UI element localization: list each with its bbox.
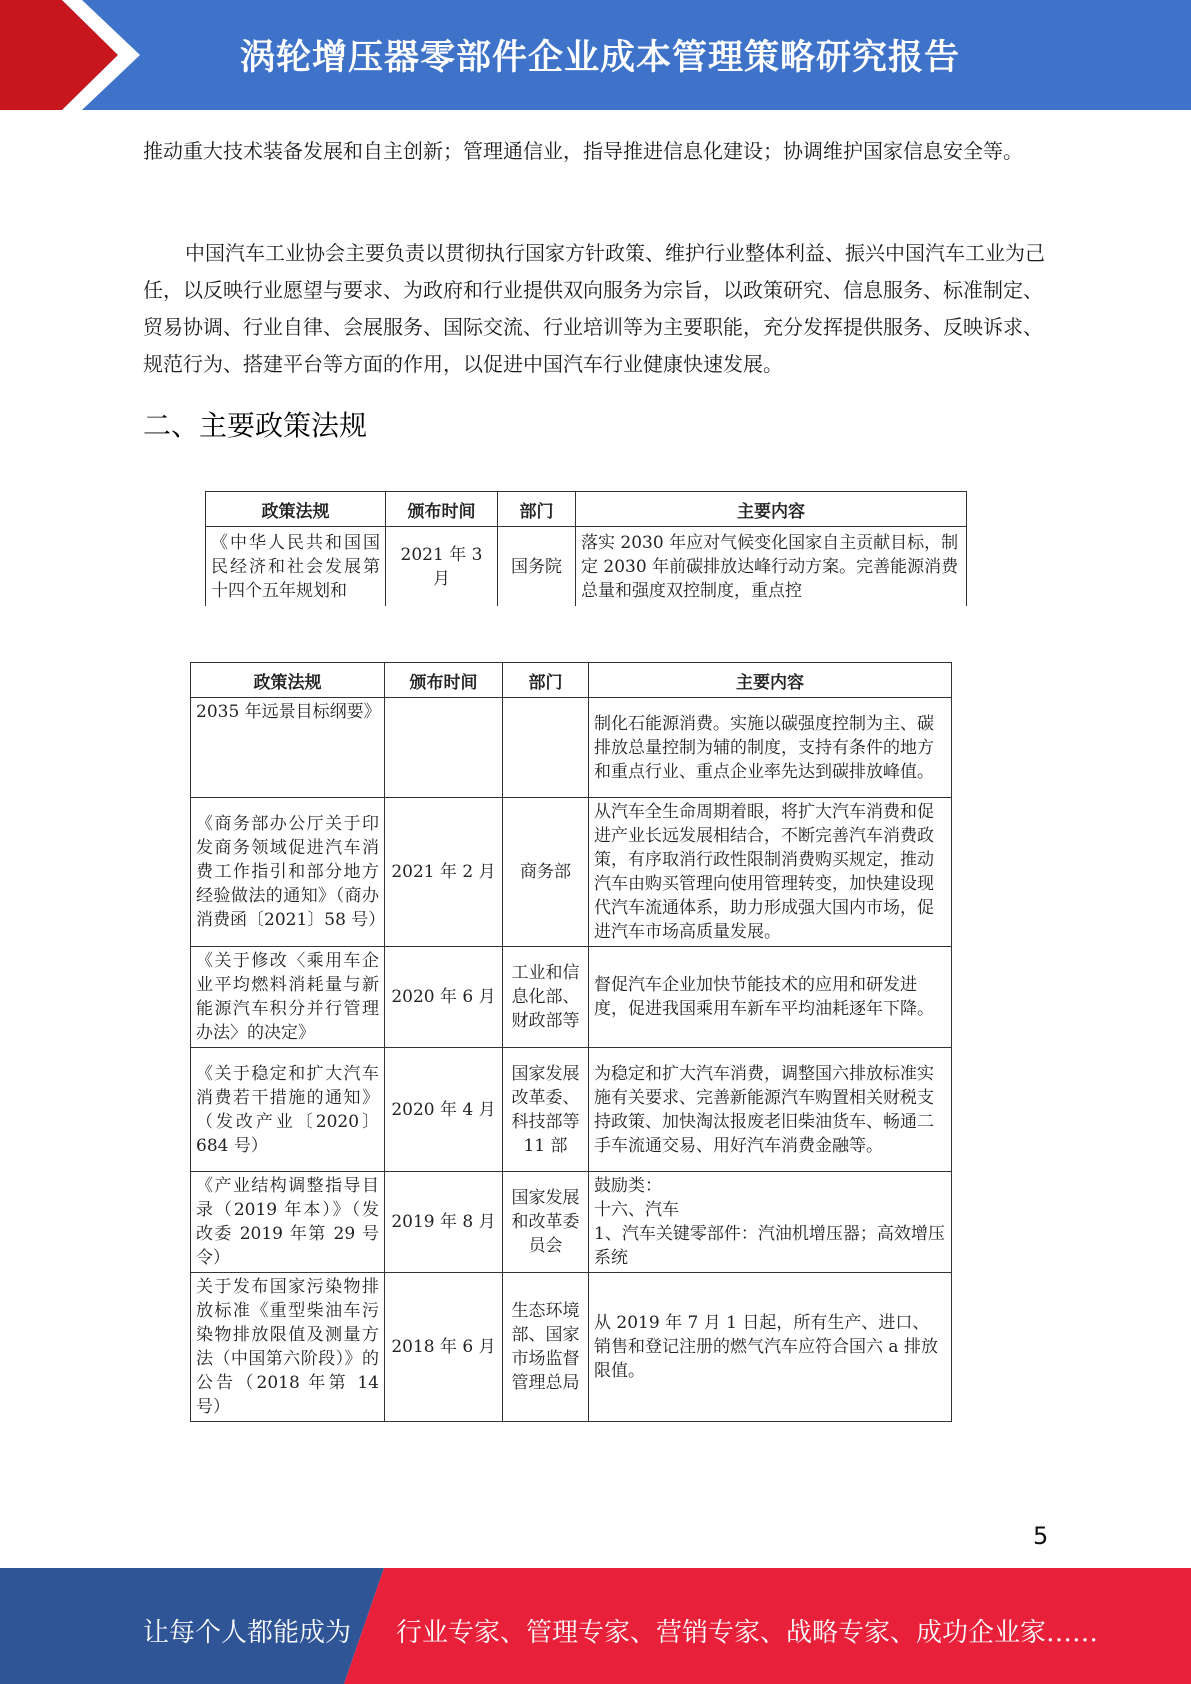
policy-dept: 商务部 (503, 798, 589, 947)
table-row (191, 698, 952, 798)
policy-content: 制化石能源消费。实施以碳强度控制为主、碳排放总量控制为辅的制度，支持有条件的地方和重点行业、重点企业率先达到碳排放峰值。 (589, 698, 952, 798)
policy-name: 《中华人民共和国国民经济和社会发展第十四个五年规划和 (206, 527, 386, 607)
policy-content: 为稳定和扩大汽车消费，调整国六排放标准实施有关要求、完善新能源汽车购置相关财税支持政策、加快淘汰报废老旧柴油货车、畅通二手车流通交易、用好汽车消费金融等。 (589, 1048, 952, 1172)
header-content: 主要内容 (576, 492, 967, 527)
policy-date: 2021 年 3 月 (386, 527, 498, 607)
header-date: 颁布时间 (386, 492, 498, 527)
policy-table-2 (190, 662, 952, 1422)
table-row (206, 527, 967, 607)
policy-content: 落实 2030 年应对气候变化国家自主贡献目标，制定 2030 年前碳排放达峰行动方案。完善能源消费总量和强度双控制度，重点控 (576, 527, 967, 607)
policy-dept: 国务院 (498, 527, 576, 607)
policy-dept: 国家发展改革委、科技部等 11 部 (503, 1048, 589, 1172)
header-dept: 部门 (498, 492, 576, 527)
header-policy: 政策法规 (191, 663, 385, 698)
policy-date: 2020 年 6 月 (385, 947, 503, 1048)
policy-date: 2018 年 6 月 (385, 1273, 503, 1422)
policy-name: 《关于修改〈乘用车企业平均燃料消耗量与新能源汽车积分并行管理办法〉的决定》 (191, 947, 385, 1048)
policy-dept: 国家发展和改革委员会 (503, 1172, 589, 1273)
policy-dept: 工业和信息化部、财政部等 (503, 947, 589, 1048)
policy-dept: 生态环境部、国家市场监督管理总局 (503, 1273, 589, 1422)
policy-date: 2019 年 8 月 (385, 1172, 503, 1273)
policy-table-fragment (200, 488, 975, 606)
header-dept: 部门 (503, 663, 589, 698)
policy-date: 2020 年 4 月 (385, 1048, 503, 1172)
table-row (191, 798, 952, 947)
table-header-row (206, 492, 967, 527)
table-row (191, 1172, 952, 1273)
paragraph-2: 中国汽车工业协会主要负责以贯彻执行国家方针政策、维护行业整体利益、振兴中国汽车工业为己任，以反映行业愿望与要求、为政府和行业提供双向服务为宗旨，以政策研究、信息服务、标准制定、贸易协调、行业自律、会展服务、国际交流、行业培训等为主要职能，充分发挥提供服务、反映诉求、规范行为、搭建平台等方面的作用，以促进中国汽车行业健康快速发展。 (143, 241, 1045, 376)
table-row (191, 1048, 952, 1172)
section-title: 二、主要政策法规 (143, 409, 368, 442)
policy-name: 2035 年远景目标纲要》 (191, 698, 385, 798)
policy-date: 2021 年 2 月 (385, 798, 503, 947)
header-date: 颁布时间 (385, 663, 503, 698)
footer-slogan-left: 让每个人都能成为 (143, 1618, 352, 1648)
header-banner (0, 0, 1191, 110)
policy-content: 鼓励类： 十六、汽车 1、汽车关键零部件：汽油机增压器；高效增压系统 (589, 1172, 952, 1273)
policy-name: 关于发布国家污染物排放标准《重型柴油车污染物排放限值及测量方法（中国第六阶段）》的公告（2018 年第 14 号） (191, 1273, 385, 1422)
table-row (191, 1273, 952, 1422)
policy-name: 《商务部办公厅关于印发商务领域促进汽车消费工作指引和部分地方经验做法的通知》（商办消费函〔2021〕58 号） (191, 798, 385, 947)
policy-date (385, 698, 503, 798)
policy-name: 《关于稳定和扩大汽车消费若干措施的通知》（发改产业〔2020〕684 号） (191, 1048, 385, 1172)
table-row (191, 947, 952, 1048)
policy-table-1 (205, 491, 967, 606)
policy-content: 从汽车全生命周期着眼，将扩大汽车消费和促进产业长远发展相结合，不断完善汽车消费政策，有序取消行政性限制消费购买规定，推动汽车由购买管理向使用管理转变，加快建设现代汽车流通体系，助力形成强大国内市场，促进汽车市场高质量发展。 (589, 798, 952, 947)
header-content: 主要内容 (589, 663, 952, 698)
page-number: 5 (1033, 1522, 1049, 1550)
footer-banner (0, 1568, 1191, 1684)
policy-content: 督促汽车企业加快节能技术的应用和研发进度，促进我国乘用车新车平均油耗逐年下降。 (589, 947, 952, 1048)
table-header-row (191, 663, 952, 698)
footer-slogan-right: 行业专家、管理专家、营销专家、战略专家、成功企业家…… (396, 1618, 1099, 1648)
header-policy: 政策法规 (206, 492, 386, 527)
policy-dept (503, 698, 589, 798)
policy-name: 《产业结构调整指导目录（2019 年本）》（发改委 2019 年第 29 号令） (191, 1172, 385, 1273)
policy-content: 从 2019 年 7 月 1 日起，所有生产、进口、销售和登记注册的燃气汽车应符合国六 a 排放限值。 (589, 1273, 952, 1422)
paragraph-1: 推动重大技术装备发展和自主创新；管理通信业，指导推进信息化建设；协调维护国家信息安全等。 (143, 139, 1023, 163)
report-title: 涡轮增压器零部件企业成本管理策略研究报告 (240, 38, 961, 78)
